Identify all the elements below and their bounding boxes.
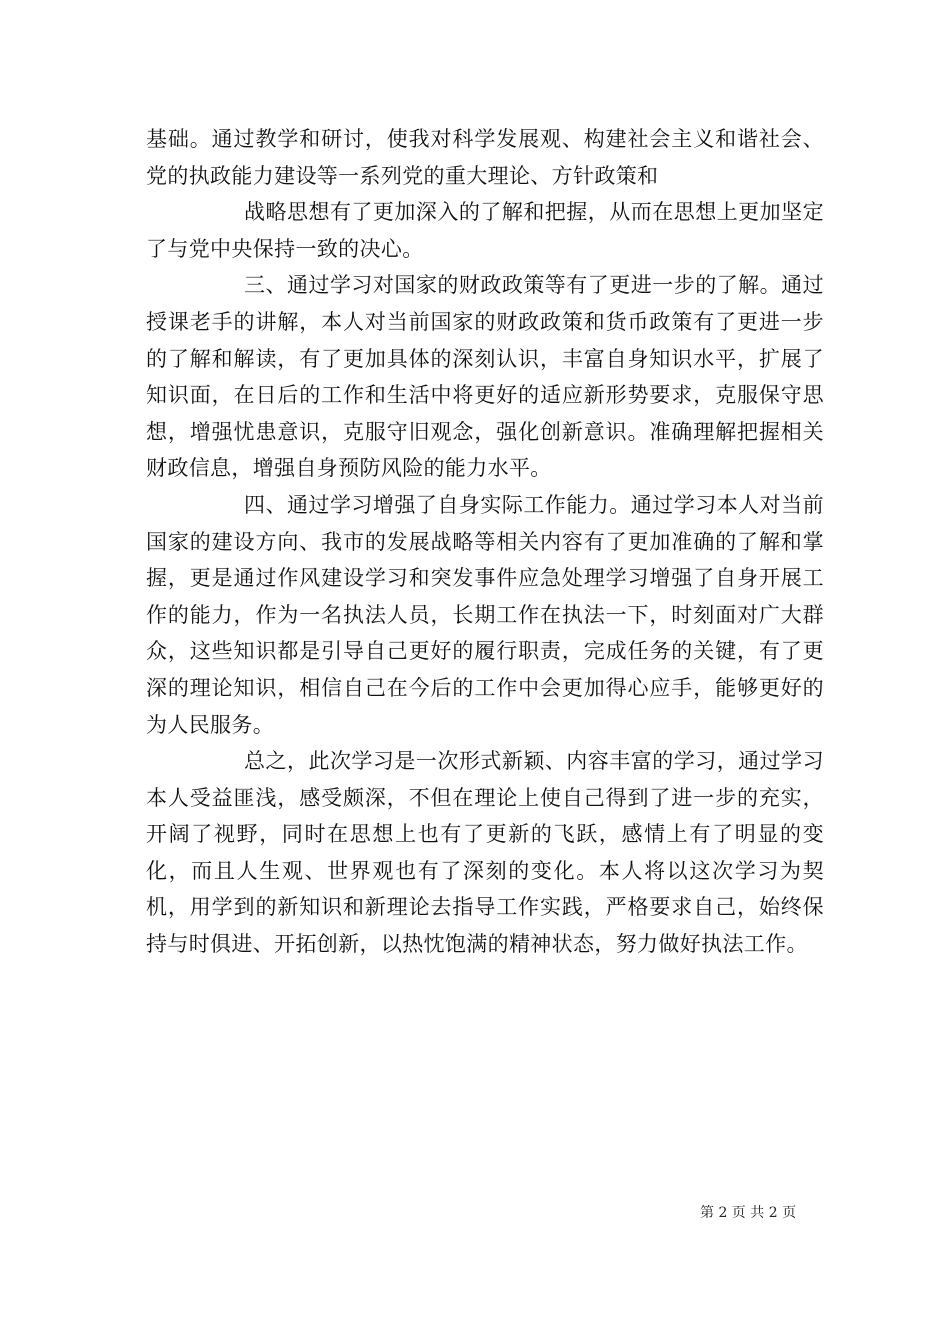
paragraph-conclusion: 总之，此次学习是一次形式新颖、内容丰富的学习，通过学习本人受益匪浅，感受颇深，不但在理论上使自己得到了进一步的充实，开阔了视野，同时在思想上也有了更新的飞跃，感情上有了明显的变化，而且人生观、世界观也有了深刻的变化。本人将以这次学习为契机，用学到的新知识和新理论去指导工作实践，严格要求自己，始终保持与时俱进、开拓创新，以热忱饱满的精神状态，努力做好执法工作。 (146, 749, 824, 957)
body-text (146, 121, 824, 963)
paragraph-continuation: 基础。通过教学和研讨，使我对科学发展观、构建社会主义和谐社会、党的执政能力建设等一系列党的重大理论、方针政策和 (146, 127, 824, 188)
paragraph-section-three: 三、通过学习对国家的财政政策等有了更进一步的了解。通过授课老手的讲解，本人对当前国家的财政政策和货币政策有了更进一步的了解和解读，有了更加具体的深刻认识，丰富自身知识水平，扩展了知识面，在日后的工作和生活中将更好的适应新形势要求，克服保守思想，增强忧患意识，克服守旧观念，强化创新意识。准确理解把握相关财政信息，增强自身预防风险的能力水平。 (146, 273, 824, 481)
page-number-footer: 第 2 页 共 2 页 (700, 1205, 797, 1221)
paragraph-strategy: 战略思想有了更加深入的了解和把握，从而在思想上更加坚定了与党中央保持一致的决心。 (146, 200, 824, 261)
paragraph-section-four: 四、通过学习增强了自身实际工作能力。通过学习本人对当前国家的建设方向、我市的发展战略等相关内容有了更加准确的了解和掌握，更是通过作风建设学习和突发事件应急处理学习增强了自身开展工作的能力，作为一名执法人员，长期工作在执法一下，时刻面对广大群众，这些知识都是引导自己更好的履行职责，完成任务的关键，有了更深的理论知识，相信自己在今后的工作中会更加得心应手，能够更好的为人民服务。 (146, 492, 824, 737)
